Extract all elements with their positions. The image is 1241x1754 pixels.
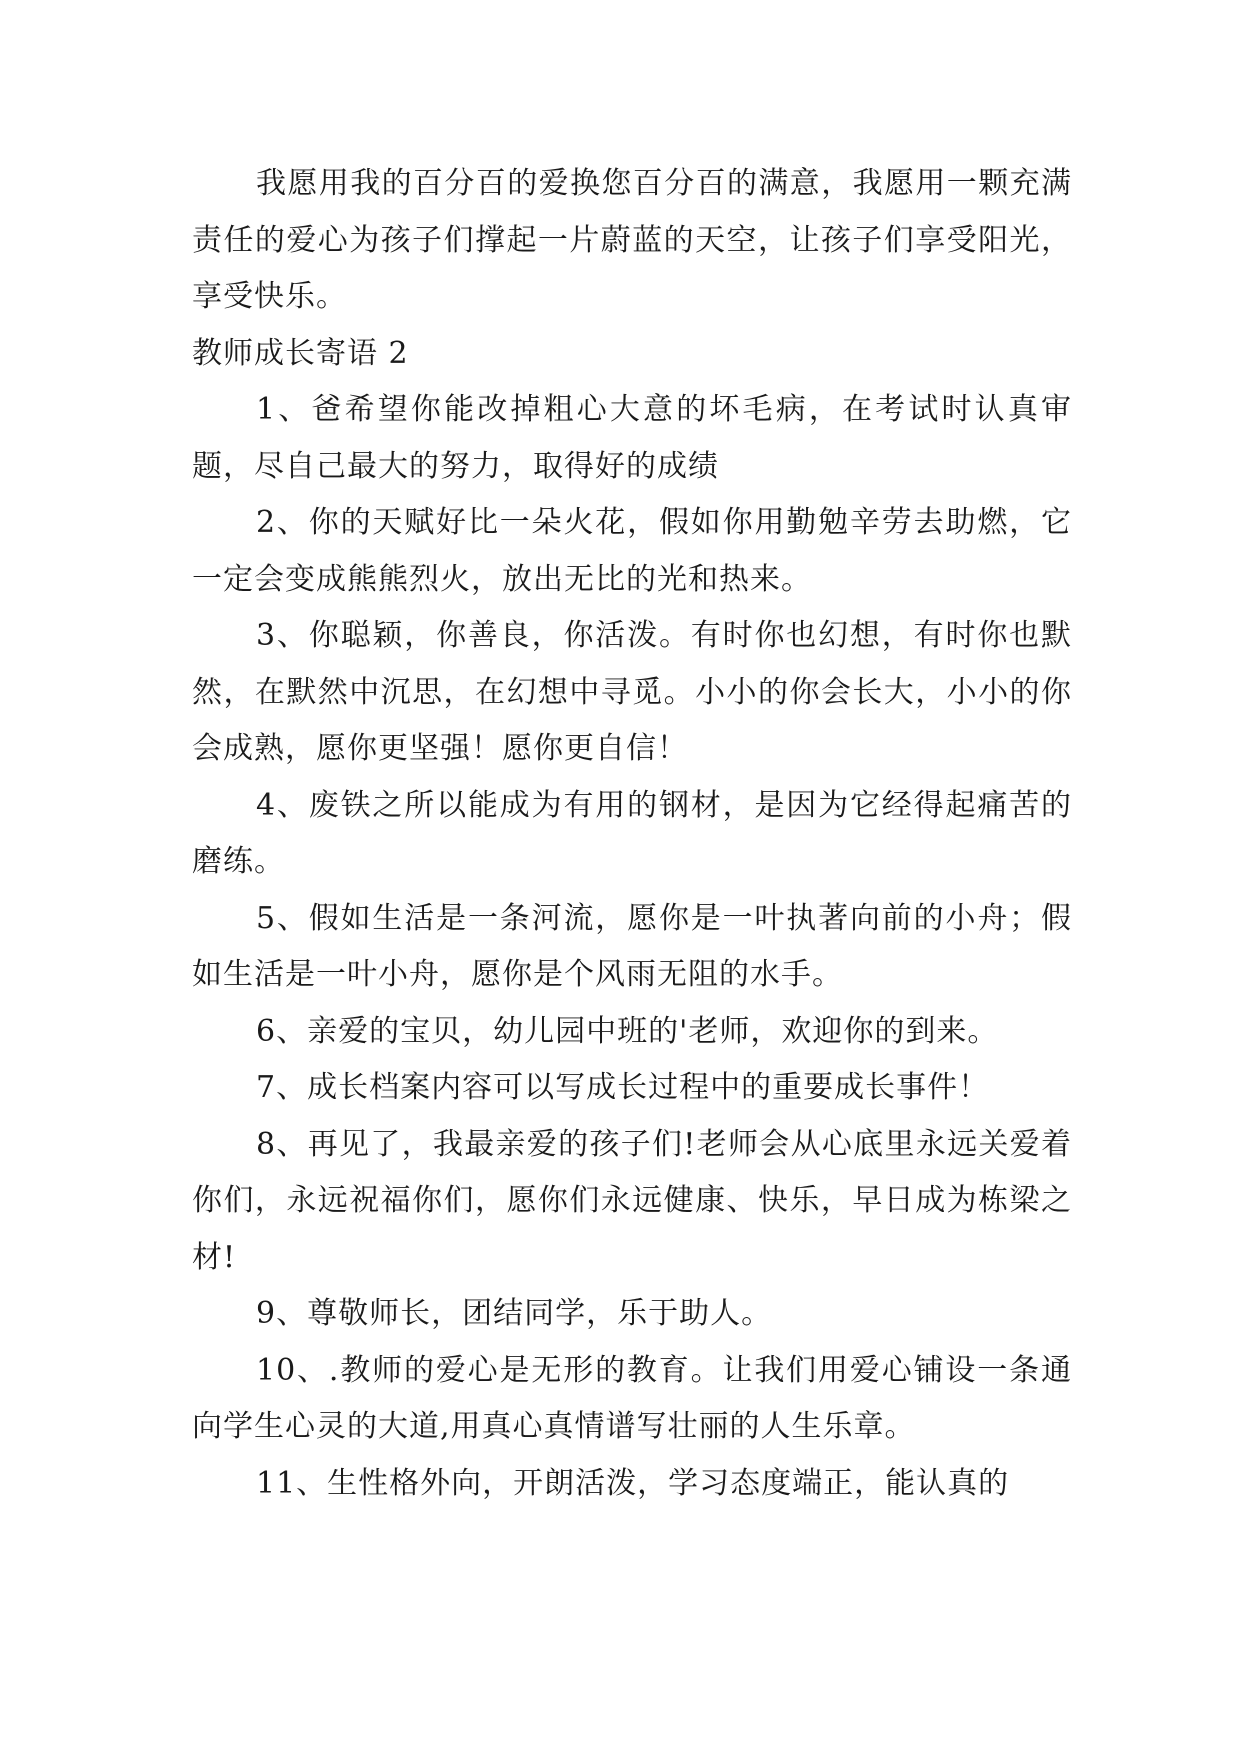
- list-item: 11、生性格外向，开朗活泼，学习态度端正，能认真的: [256, 1465, 1010, 1501]
- section-title: 教师成长寄语 2: [192, 335, 409, 371]
- list-item: 1、爸希望你能改掉粗心大意的坏毛病，在考试时认真审题，尽自己最大的努力，取得好的成绩: [192, 392, 1072, 484]
- list-item: 3、你聪颖，你善良，你活泼。有时你也幻想，有时你也默然，在默然中沉思，在幻想中寻觅。小小的你会长大，小小的你会成熟，愿你更坚强！愿你更自信！: [192, 618, 1072, 766]
- list-item: 10、.教师的爱心是无形的教育。让我们用爱心铺设一条通向学生心灵的大道,用真心真情谱写壮丽的人生乐章。: [192, 1352, 1072, 1444]
- list-item: 4、废铁之所以能成为有用的钢材，是因为它经得起痛苦的磨练。: [192, 787, 1072, 879]
- list-item: 6、亲爱的宝贝，幼儿园中班的'老师，欢迎你的到来。: [256, 1013, 999, 1049]
- list-item: 7、成长档案内容可以写成长过程中的重要成长事件！: [256, 1070, 990, 1105]
- list-item: 8、再见了，我最亲爱的孩子们!老师会从心底里永远关爱着你们，永远祝福你们，愿你们永远健康、快乐，早日成为栋梁之材!: [192, 1126, 1072, 1275]
- list-item: 9、尊敬师长，团结同学，乐于助人。: [256, 1296, 773, 1331]
- list-item: 5、假如生活是一条河流，愿你是一叶执著向前的小舟；假如生活是一叶小舟，愿你是个风雨无阻的水手。: [192, 900, 1072, 992]
- intro-paragraph: 我愿用我的百分百的爱换您百分百的满意，我愿用一颗充满责任的爱心为孩子们撑起一片蔚蓝的天空，让孩子们享受阳光，享受快乐。: [192, 166, 1072, 314]
- list-item: 2、你的天赋好比一朵火花，假如你用勤勉辛劳去助燃，它一定会变成熊熊烈火，放出无比的光和热来。: [192, 505, 1072, 597]
- document-body: [192, 156, 1072, 1512]
